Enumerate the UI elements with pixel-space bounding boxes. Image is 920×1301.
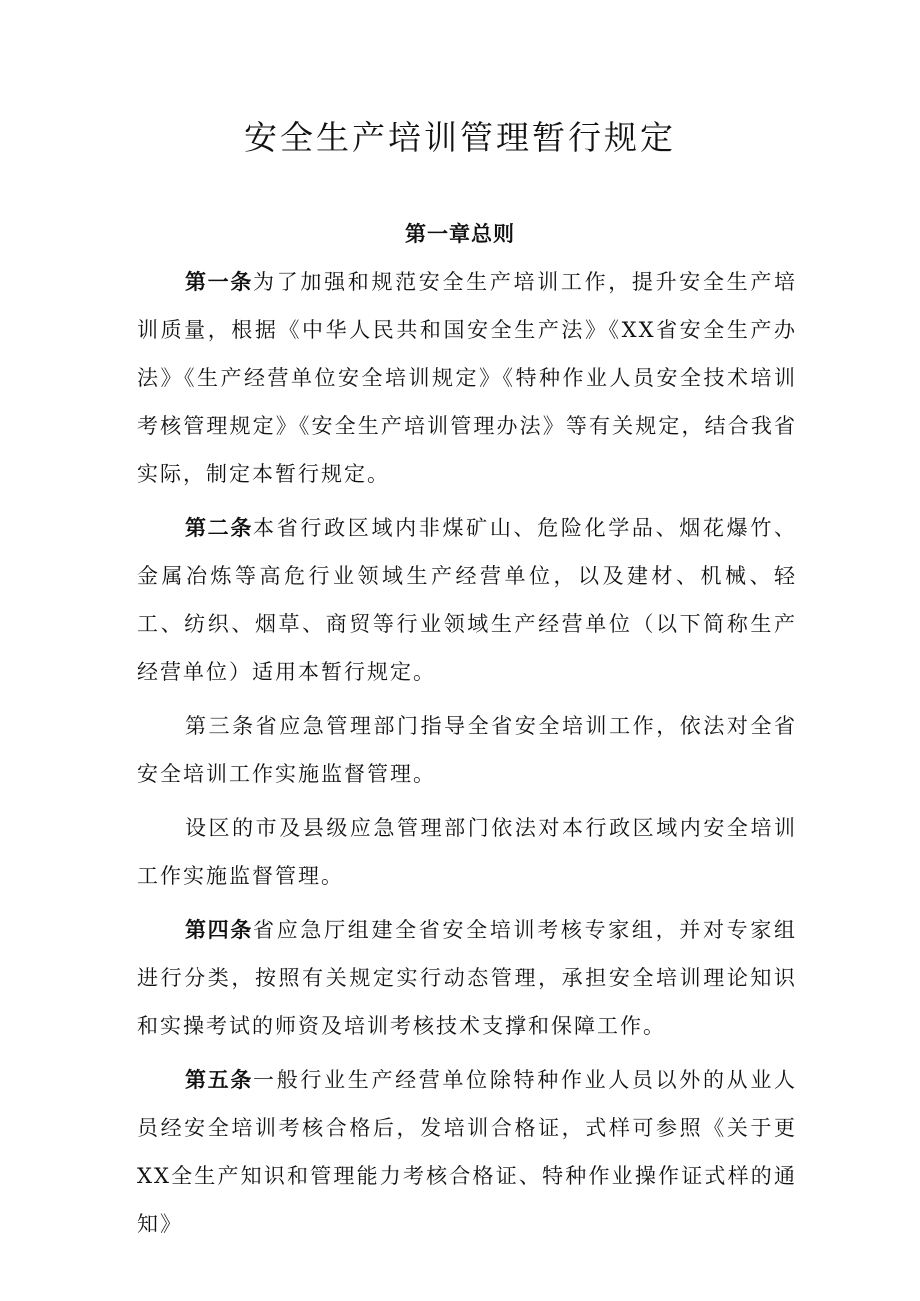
article-text: 第三条省应急管理部门指导全省安全培训工作，依法对全省安全培训工作实施监督管理。 — [137, 714, 797, 786]
article-text: 为了加强和规范安全生产培训工作，提升安全生产培训质量，根据《中华人民共和国安全生产法》《XX省安全生产办法》《生产经营单位安全培训规定》《特种作业人员安全技术培训考核管理规定》《安全生产培训管理办法》等有关规定，结合我省实际，制定本暂行规定。 — [137, 270, 798, 486]
article-3-clause — [137, 804, 797, 900]
article-4 — [137, 906, 797, 1050]
article-label: 第五条 — [185, 1068, 254, 1092]
article-text: 设区的市及县级应急管理部门依法对本行政区域内安全培训工作实施监督管理。 — [137, 816, 797, 888]
article-2 — [137, 504, 797, 696]
article-1 — [137, 258, 797, 498]
article-5 — [137, 1056, 797, 1248]
article-label: 第四条 — [185, 918, 254, 942]
document-title: 安全生产培训管理暂行规定 — [244, 118, 676, 157]
article-label: 第二条 — [185, 516, 254, 540]
article-label: 第一条 — [185, 270, 254, 294]
article-text: 一般行业生产经营单位除特种作业人员以外的从业人员经安全培训考核合格后，发培训合格证，式样可参照《关于更XX全生产知识和管理能力考核合格证、特种作业操作证式样的通知》 — [137, 1068, 798, 1236]
article-text: 省应急厅组建全省安全培训考核专家组，并对专家组进行分类，按照有关规定实行动态管理，承担安全培训理论知识和实操考试的师资及培训考核技术支撑和保障工作。 — [137, 918, 798, 1038]
article-3 — [137, 702, 797, 798]
chapter-heading: 第一章总则 — [405, 222, 515, 246]
document-body — [137, 258, 797, 1254]
article-text: 本省行政区域内非煤矿山、危险化学品、烟花爆竹、金属冶炼等高危行业领域生产经营单位，以及建材、机械、轻工、纺织、烟草、商贸等行业领域生产经营单位（以下简称生产经营单位）适用本暂行规定。 — [137, 516, 798, 684]
